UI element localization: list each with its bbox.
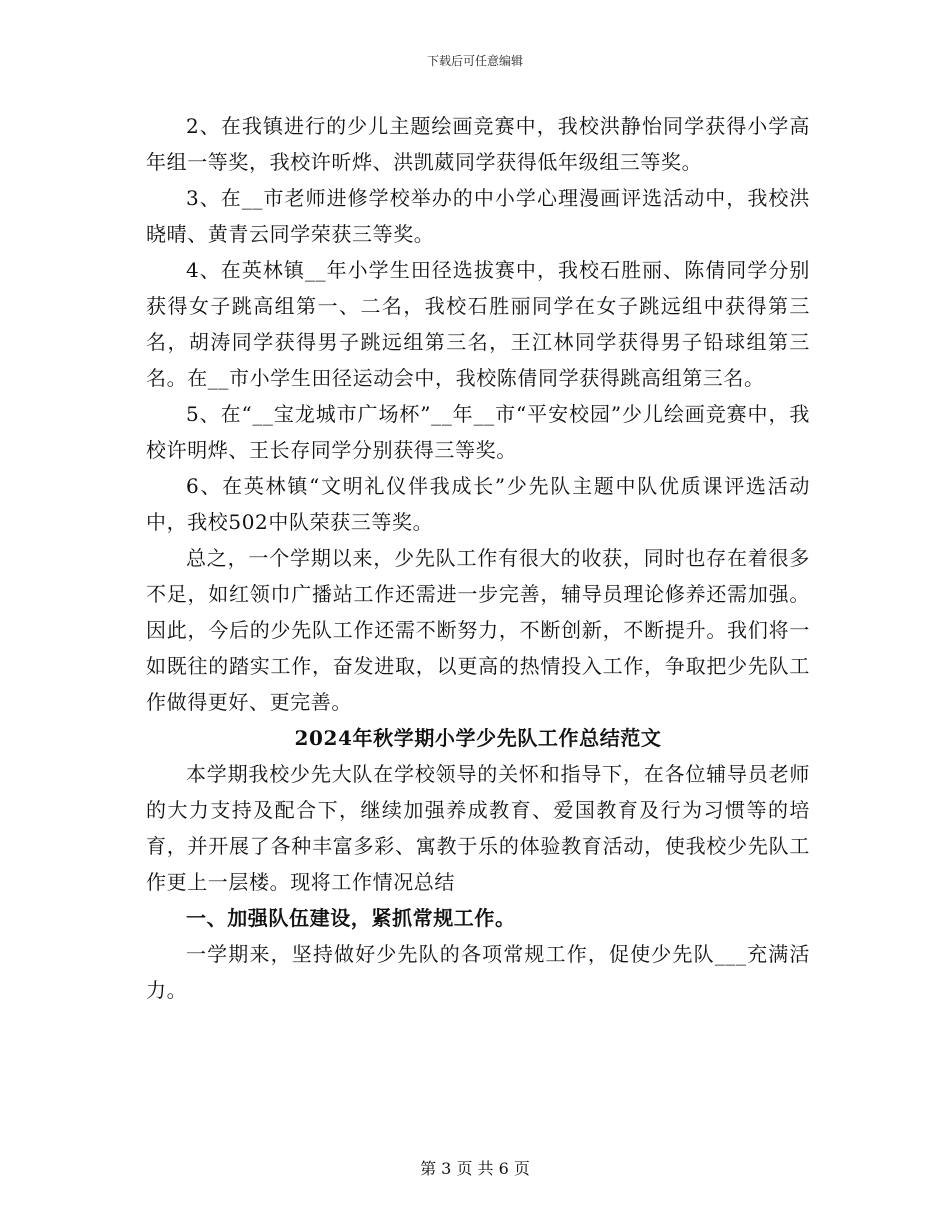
page-header-note: 下载后可任意编辑 [426, 54, 523, 68]
paragraph-award-5: 5、在“__宝龙城市广场杯”__年__市“平安校园”少儿绘画竞赛中，我校许明烨、王长存同学分别获得三等奖。 [146, 402, 810, 462]
section-heading-1: 一、加强队伍建设，紧抓常规工作。 [186, 906, 516, 930]
document-body [146, 108, 810, 1008]
paragraph-routine-work: 一学期来，坚持做好少先队的各项常规工作，促使少先队___充满活力。 [146, 942, 810, 1002]
paragraph-award-6: 6、在英林镇“文明礼仪伴我成长”少先队主题中队优质课评选活动中，我校502中队荣获三等奖。 [146, 474, 810, 534]
paragraph-award-2: 2、在我镇进行的少儿主题绘画竞赛中，我校洪静怡同学获得小学高年组一等奖，我校许昕烨、洪凯葳同学获得低年级组三等奖。 [146, 114, 810, 174]
paragraph-award-3: 3、在__市老师进修学校举办的中小学心理漫画评选活动中，我校洪晓晴、黄青云同学荣获三等奖。 [146, 186, 810, 246]
paragraph-intro: 本学期我校少先大队在学校领导的关怀和指导下，在各位辅导员老师的大力支持及配合下，继续加强养成教育、爱国教育及行为习惯等的培育，并开展了各种丰富多彩、寓教于乐的体验教育活动，使我校少先队工作更上一层楼。现将工作情况总结 [146, 762, 810, 894]
paragraph-summary: 总之，一个学期以来，少先队工作有很大的收获，同时也存在着很多不足，如红领巾广播站工作还需进一步完善，辅导员理论修养还需加强。因此，今后的少先队工作还需不断努力，不断创新，不断提升。我们将一如既往的踏实工作，奋发进取，以更高的热情投入工作，争取把少先队工作做得更好、更完善。 [146, 546, 810, 714]
section-title: 2024年秋学期小学少先队工作总结范文 [294, 726, 662, 750]
page-number: 第 3 页 共 6 页 [420, 1159, 530, 1178]
paragraph-award-4: 4、在英林镇__年小学生田径选拔赛中，我校石胜丽、陈倩同学分别获得女子跳高组第一、二名，我校石胜丽同学在女子跳远组中获得第三名，胡涛同学获得男子跳远组第三名，王江林同学获得男子铅球组第三名。在__市小学生田径运动会中，我校陈倩同学获得跳高组第三名。 [146, 258, 810, 390]
